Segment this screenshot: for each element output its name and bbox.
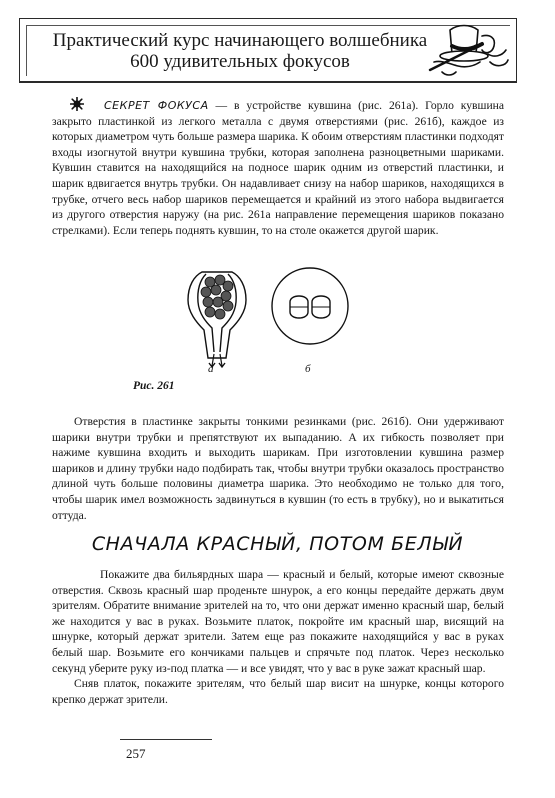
figure-explanation [52,414,504,523]
figure-261 [180,262,350,372]
page-number: 257 [126,746,146,761]
header-title-line2: 600 удивительных фокусов [130,51,350,72]
sun-bullet-icon [70,97,84,111]
footer-rule [120,739,212,740]
figure-label-b: б [305,363,311,375]
trick-paragraph-1: Покажите два бильярдных шара — красный и белый, которые имеют сквозные отверстия. Сквозь красный шар проденьте шнурок, а его концы передайте держать двум зрителям. Обратите внимание зрителей на то, что они держат именно красный шар, белый же находится у вас в руках. Возьмите платок, покройте им красный шар, висящий на шнурке, который держат зрители. Затем еще раз покажите находящийся у вас в руках белый шар. Возьмите его кончиками пальцев и спрячьте под платок. Через несколько секунд уберите руку из-под платка — и все увидят, что у вас в руке зажат красный шар. [52,568,504,675]
running-header [40,30,440,72]
trick-section [52,567,504,707]
magician-hat-wand-icon [428,16,512,82]
secret-text: — в устройстве кувшина (рис. 261а). Горло кувшина закрыто пластинкой из легкого металла с двумя отверстиями (рис. 261б), каждое из которых диаметром чуть больше размера шарика. К обоим отверстиям пластинки подходят входы изогнутой внутри кувшина трубки, которая заполнена разноцветными шариками. Кувшин ставится на находящийся на подносе шарик одним из отверстий пластинки, и шарик вдвигается внутрь трубки. Он надавливает снизу на набор шариков, находящихся в трубке, отчего весь набор шариков перемещается и крайний из этого набора выдвигается из другого отверстия наружу (на рис. 261а направление перемещения шариков показано стрелками). Если теперь поднять кувшин, то на столе окажется другой шарик. [52,99,504,237]
secret-label: СЕКРЕТ ФОКУСА [104,99,209,112]
figure-label-a: а [208,363,214,375]
trick-paragraph-2: Сняв платок, покажите зрителям, что белый шар висит на шнурке, концы которого крепко держат зрители. [52,677,504,706]
figure-caption: Рис. 261 [133,380,175,392]
trick-heading: СНАЧАЛА КРАСНЫЙ, ПОТОМ БЕЛЫЙ [91,533,464,555]
figure-explanation-text: Отверстия в пластинке закрыты тонкими резинками (рис. 261б). Они удерживают шарики внутри трубки и препятствуют их выпаданию. А их гибкость позволяет при нажиме кувшина входить и выходить шарикам. При изготовлении кувшина размер шариков и длину трубки надо подбирать так, чтобы внутри трубки оказалось пространство длиной чуть больше половины диаметра шарика. Это необходимо не только для того, чтобы шарик имел возможность задвинуться в кувшин (то есть в трубку), но и выкатиться оттуда. [52,415,504,522]
header-title-line1: Практический курс начинающего волшебника [52,30,428,51]
jug-plate-illustration-b [272,268,348,344]
jug-illustration-a [188,272,246,367]
secret-section [52,97,504,238]
